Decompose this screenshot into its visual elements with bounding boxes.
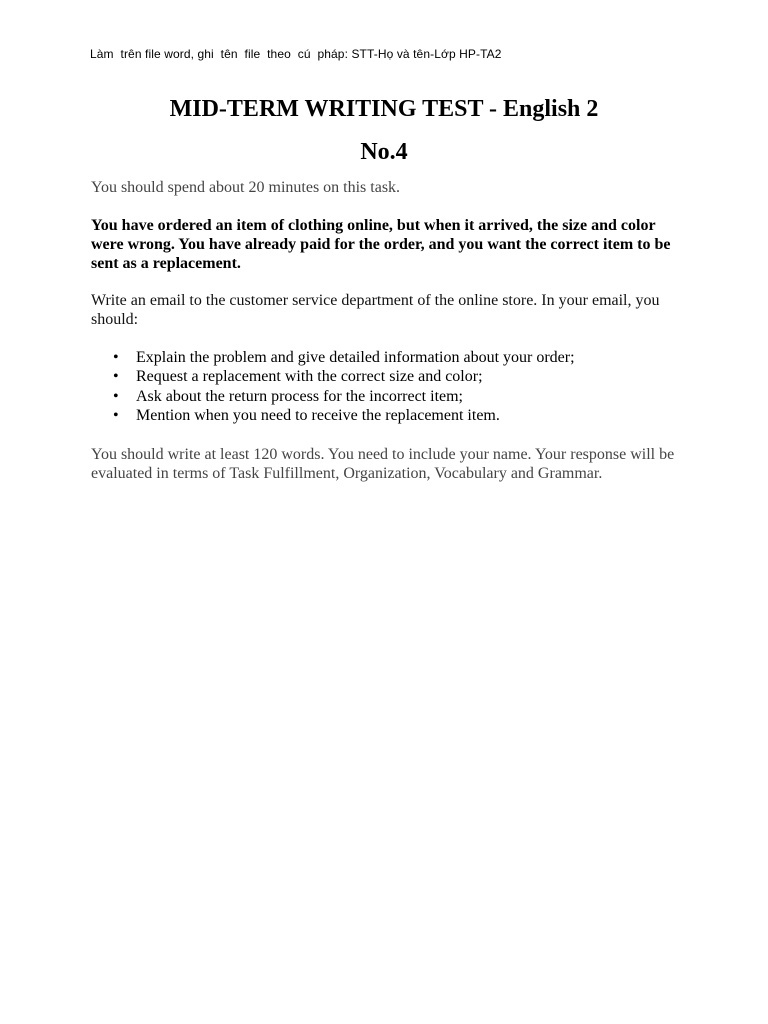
bullet-icon: • xyxy=(113,406,119,424)
task-scenario: You have ordered an item of clothing online, but when it arrived, the size and color were wrong. You have already paid for the order, and you want the correct item to be sent as a replacement. xyxy=(91,217,671,272)
list-item-text: Mention when you need to receive the replacement item. xyxy=(136,406,500,424)
bullet-icon: • xyxy=(113,387,119,405)
list-item-text: Ask about the return process for the incorrect item; xyxy=(136,387,463,405)
requirements-text: You should write at least 120 words. You need to include your name. Your response will be evaluated in terms of Task Fulfillment, Organization, Vocabulary and Grammar. xyxy=(91,446,675,482)
list-item-text: Explain the problem and give detailed information about your order; xyxy=(136,349,575,366)
header-note: Làm trên file word, ghi tên file theo cú pháp: STT-Họ và tên-Lớp HP-TA2 xyxy=(90,47,502,61)
bullet-icon: • xyxy=(113,349,119,366)
list-item xyxy=(91,406,681,425)
list-item xyxy=(91,367,681,386)
page-title: MID-TERM WRITING TEST - English 2 xyxy=(169,96,599,122)
bullet-icon: • xyxy=(113,368,119,386)
task-instruction: Write an email to the customer service department of the online store. In your email, you should: xyxy=(91,292,660,328)
time-instruction: You should spend about 20 minutes on this task. xyxy=(91,179,401,196)
list-item xyxy=(91,348,681,367)
list-item xyxy=(91,387,681,406)
task-bullet-list xyxy=(91,348,681,425)
test-number: No.4 xyxy=(360,139,408,165)
list-item-text: Request a replacement with the correct size and color; xyxy=(136,368,483,386)
